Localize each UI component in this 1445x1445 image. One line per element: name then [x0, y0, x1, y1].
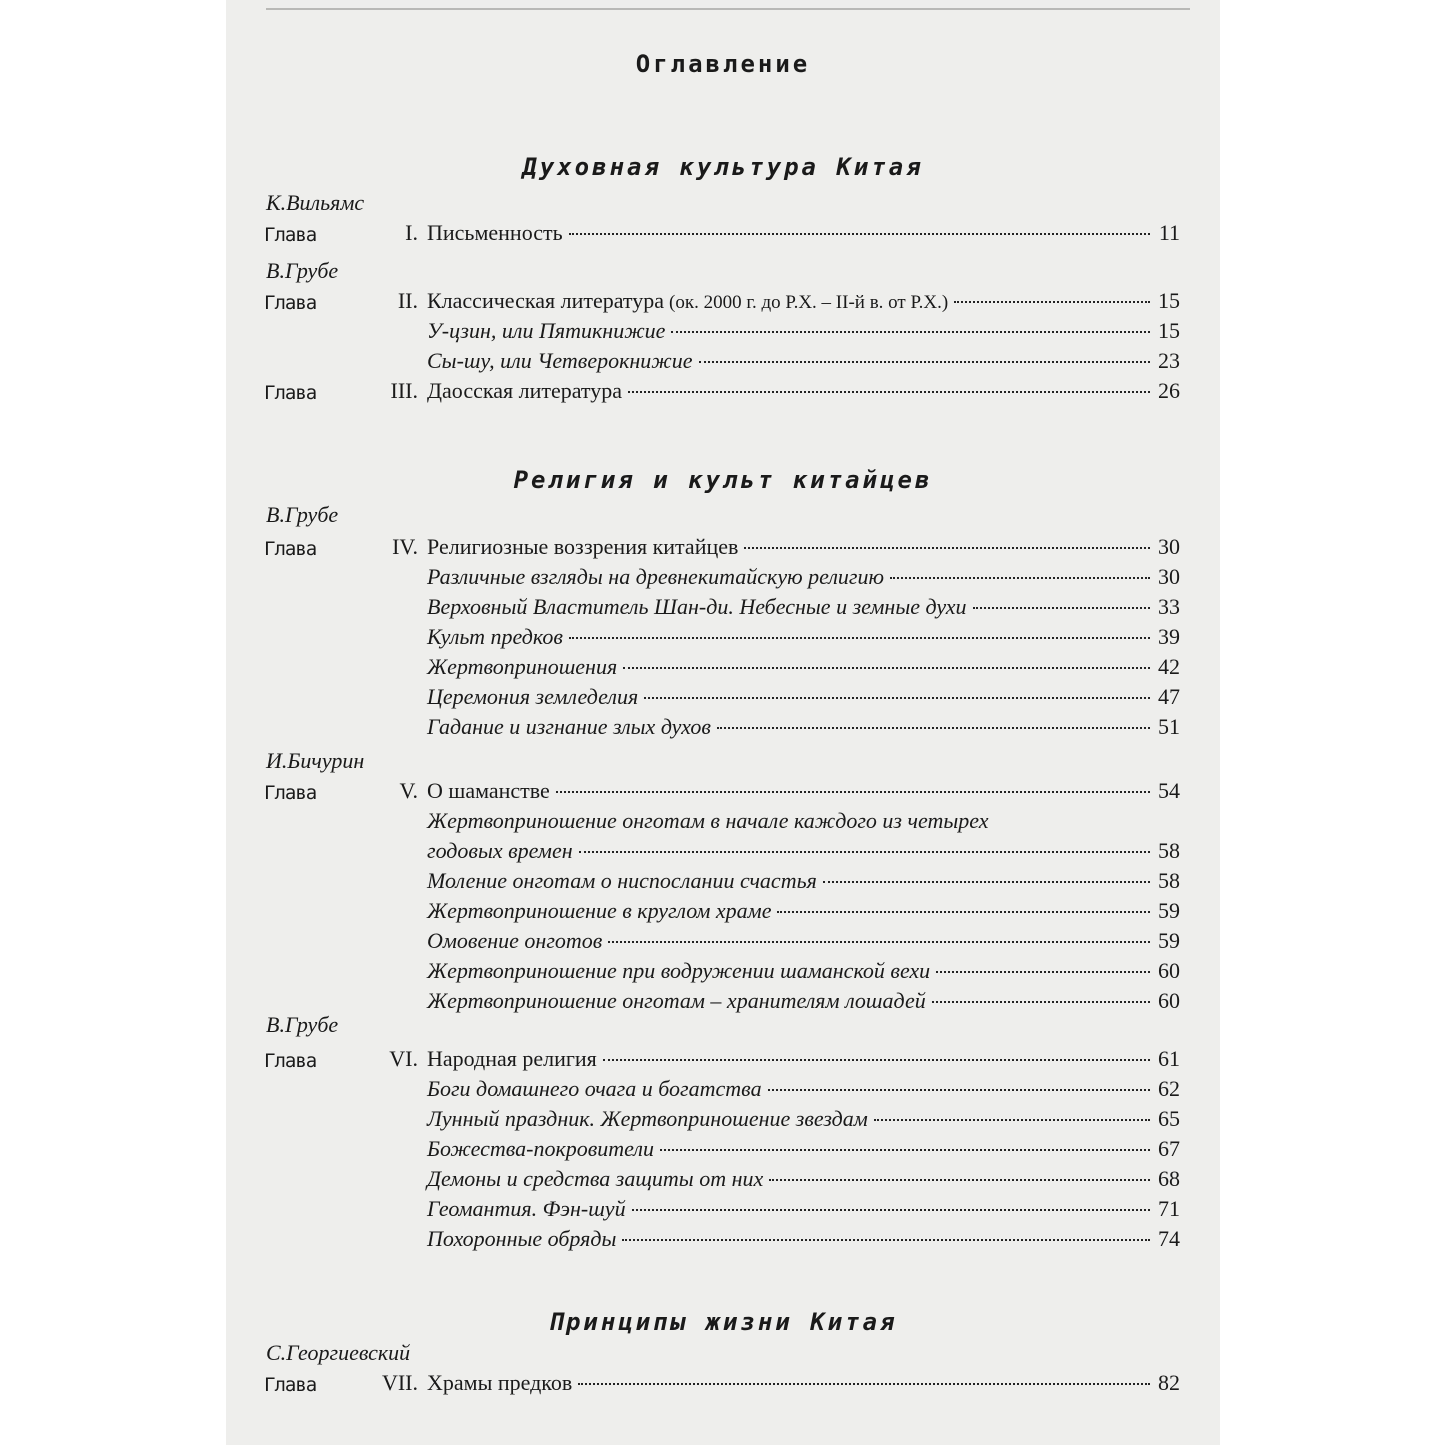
author-name: И.Бичурин [266, 748, 365, 773]
toc-sub-row [226, 1164, 1220, 1194]
toc-sub-row [226, 346, 1220, 376]
dot-leader [932, 1001, 1150, 1003]
page-number: 71 [1158, 1196, 1180, 1221]
toc-sub-row [226, 956, 1220, 986]
chapter-number: II. [397, 288, 418, 313]
toc-sub-entry [427, 1076, 1180, 1102]
toc-sub-row [226, 836, 1220, 866]
chapter-title: Письменность [427, 220, 563, 245]
page-number: 51 [1158, 714, 1180, 739]
section-title: Принципы жизни Китая [548, 1308, 898, 1336]
toc-sub-row [226, 1104, 1220, 1134]
toc-sub-row [226, 1134, 1220, 1164]
author-name: В.Грубе [266, 1012, 339, 1037]
toc-sub-entry [427, 868, 1180, 894]
sub-title: Жертвоприношение при водружении шаманской вехи [427, 958, 931, 983]
toc-sub-row [226, 682, 1220, 712]
sub-title: У-цзин, или Пятикнижие [427, 318, 666, 343]
toc-chapter-row [226, 376, 1220, 406]
page-number: 15 [1158, 288, 1180, 313]
chapter-label: Глава [264, 1374, 317, 1396]
toc-sub-entry [427, 1196, 1180, 1222]
page-number: 65 [1158, 1106, 1180, 1131]
toc-entry [427, 288, 1180, 314]
dot-leader [890, 577, 1150, 579]
sub-title: Жертвоприношение в круглом храме [427, 898, 772, 923]
toc-entry [427, 1046, 1180, 1072]
toc-sub-entry [427, 714, 1180, 740]
chapter-number: I. [405, 220, 418, 245]
page-number: 68 [1158, 1166, 1180, 1191]
author-name: С.Георгиевский [266, 1340, 411, 1365]
sub-title: Жертвоприношение онготам в начале каждого из четырех [427, 808, 989, 833]
toc-sub-row-first-line [226, 806, 1220, 836]
toc-sub-entry [427, 684, 1180, 710]
page-number: 11 [1158, 220, 1180, 245]
page-number: 54 [1158, 778, 1180, 803]
toc-sub-entry [427, 988, 1180, 1014]
toc-sub-row [226, 1194, 1220, 1224]
sub-title: Моление онготам о ниспослании счастья [427, 868, 817, 893]
chapter-label: Глава [264, 382, 317, 404]
dot-leader [628, 391, 1150, 393]
chapter-title: Религиозные воззрения китайцев [427, 534, 739, 559]
dot-leader [954, 301, 1150, 303]
dot-leader [777, 911, 1150, 913]
section-title: Религия и культ китайцев [513, 466, 933, 494]
page-number: 82 [1158, 1370, 1180, 1395]
dot-leader [556, 791, 1150, 793]
toc-sub-row [226, 316, 1220, 346]
page-number: 61 [1158, 1046, 1180, 1071]
page-number: 59 [1158, 898, 1180, 923]
chapter-number: III. [390, 378, 418, 403]
toc-entry [427, 778, 1180, 804]
page-edge-line [266, 8, 1190, 10]
chapter-number: V. [399, 778, 418, 803]
chapter-label: Глава [264, 1050, 317, 1072]
page-number: 67 [1158, 1136, 1180, 1161]
toc-chapter-row [226, 776, 1220, 806]
chapter-label: Глава [264, 224, 317, 246]
chapter-title: Классическая литература [427, 288, 665, 313]
author-name: К.Вильямс [266, 190, 365, 215]
dot-leader [768, 1089, 1150, 1091]
dot-leader [699, 361, 1150, 363]
page-number: 23 [1158, 348, 1180, 373]
toc-sub-entry [427, 594, 1180, 620]
page-number: 59 [1158, 928, 1180, 953]
toc-sub-entry [427, 564, 1180, 590]
sub-title: Сы-шу, или Четверокнижие [427, 348, 693, 373]
book-page [226, 0, 1220, 1445]
sub-title-continuation: годовых времен [427, 838, 573, 863]
toc-sub-entry [427, 654, 1180, 680]
toc-entry [427, 378, 1180, 404]
sub-title: Демоны и средства защиты от них [427, 1166, 764, 1191]
page-number: 42 [1158, 654, 1180, 679]
chapter-title: Народная религия [427, 1046, 597, 1071]
sub-title: Церемония земледелия [427, 684, 639, 709]
dot-leader [769, 1179, 1150, 1181]
dot-leader [644, 697, 1150, 699]
sub-title: Жертвоприношение онготам – хранителям лошадей [427, 988, 926, 1013]
sub-title: Лунный праздник. Жертвоприношение звездам [427, 1106, 868, 1131]
toc-sub-row [226, 1224, 1220, 1254]
dot-leader [717, 727, 1150, 729]
toc-sub-row [226, 592, 1220, 622]
sub-title: Божества-покровители [427, 1136, 654, 1161]
dot-leader [578, 1383, 1150, 1385]
sub-title: Верховный Властитель Шан-ди. Небесные и земные духи [427, 594, 967, 619]
toc-entry [427, 534, 1180, 560]
page-number: 33 [1158, 594, 1180, 619]
sub-title: Геомантия. Фэн-шуй [427, 1196, 626, 1221]
chapter-number: VI. [389, 1046, 418, 1071]
toc-sub-row [226, 652, 1220, 682]
page-number: 74 [1158, 1226, 1180, 1251]
dot-leader [623, 667, 1150, 669]
toc-sub-entry [427, 1226, 1180, 1252]
toc-sub-row [226, 1074, 1220, 1104]
chapter-title: Храмы предков [427, 1370, 573, 1395]
dot-leader [874, 1119, 1150, 1121]
page-number: 15 [1158, 318, 1180, 343]
dot-leader [608, 941, 1150, 943]
dot-leader [622, 1239, 1150, 1241]
toc-sub-entry [427, 898, 1180, 924]
author-name: В.Грубе [266, 502, 339, 527]
sub-title: Культ предков [427, 624, 563, 649]
chapter-title: Даосская литература [427, 378, 623, 403]
chapter-number: IV. [392, 534, 418, 559]
toc-sub-row [226, 866, 1220, 896]
chapter-number: VII. [381, 1370, 418, 1395]
toc-chapter-row [226, 286, 1220, 316]
toc-sub-entry [427, 1136, 1180, 1162]
section-title: Духовная культура Китая [522, 153, 924, 181]
toc-entry [427, 220, 1180, 246]
page-number: 58 [1158, 868, 1180, 893]
chapter-label: Глава [264, 782, 317, 804]
author-name: В.Грубе [266, 258, 339, 283]
sub-title: Омовение онготов [427, 928, 603, 953]
toc-sub-row [226, 712, 1220, 742]
dot-leader [936, 971, 1150, 973]
page-number: 30 [1158, 534, 1180, 559]
dot-leader [744, 547, 1150, 549]
chapter-title: О шаманстве [427, 778, 550, 803]
toc-sub-row [226, 562, 1220, 592]
toc-sub-row [226, 986, 1220, 1016]
page-number: 62 [1158, 1076, 1180, 1101]
toc-sub-row [226, 926, 1220, 956]
toc-sub-entry [427, 1106, 1180, 1132]
page-number: 60 [1158, 988, 1180, 1013]
toc-sub-entry [427, 318, 1180, 344]
page-number: 39 [1158, 624, 1180, 649]
dot-leader [973, 607, 1150, 609]
sub-title: Похоронные обряды [427, 1226, 617, 1251]
sub-title: Различные взгляды на древнекитайскую религию [427, 564, 885, 589]
toc-sub-entry [427, 838, 1180, 864]
dot-leader [671, 331, 1150, 333]
toc-chapter-row [226, 1368, 1220, 1398]
page-number: 30 [1158, 564, 1180, 589]
chapter-date-note: (ок. 2000 г. до Р.Х. – II-й в. от Р.Х.) [669, 292, 949, 313]
toc-heading: Оглавление [635, 50, 811, 78]
toc-sub-row [226, 622, 1220, 652]
page-number: 60 [1158, 958, 1180, 983]
toc-sub-row [226, 896, 1220, 926]
page-number: 47 [1158, 684, 1180, 709]
chapter-label: Глава [264, 538, 317, 560]
toc-sub-entry [427, 1166, 1180, 1192]
page-number: 26 [1158, 378, 1180, 403]
dot-leader [603, 1059, 1150, 1061]
toc-sub-entry [427, 958, 1180, 984]
chapter-label: Глава [264, 292, 317, 314]
toc-chapter-row [226, 218, 1220, 248]
sub-title: Гадание и изгнание злых духов [427, 714, 711, 739]
toc-sub-entry [427, 348, 1180, 374]
toc-sub-entry [427, 624, 1180, 650]
page-number: 58 [1158, 838, 1180, 863]
dot-leader [632, 1209, 1150, 1211]
dot-leader [569, 233, 1150, 235]
toc-chapter-row [226, 1044, 1220, 1074]
toc-chapter-row [226, 532, 1220, 562]
dot-leader [823, 881, 1150, 883]
toc-entry [427, 1370, 1180, 1396]
sub-title: Боги домашнего очага и богатства [427, 1076, 762, 1101]
sub-title: Жертвоприношения [427, 654, 618, 679]
toc-sub-entry [427, 928, 1180, 954]
dot-leader [579, 851, 1150, 853]
dot-leader [569, 637, 1150, 639]
dot-leader [660, 1149, 1150, 1151]
